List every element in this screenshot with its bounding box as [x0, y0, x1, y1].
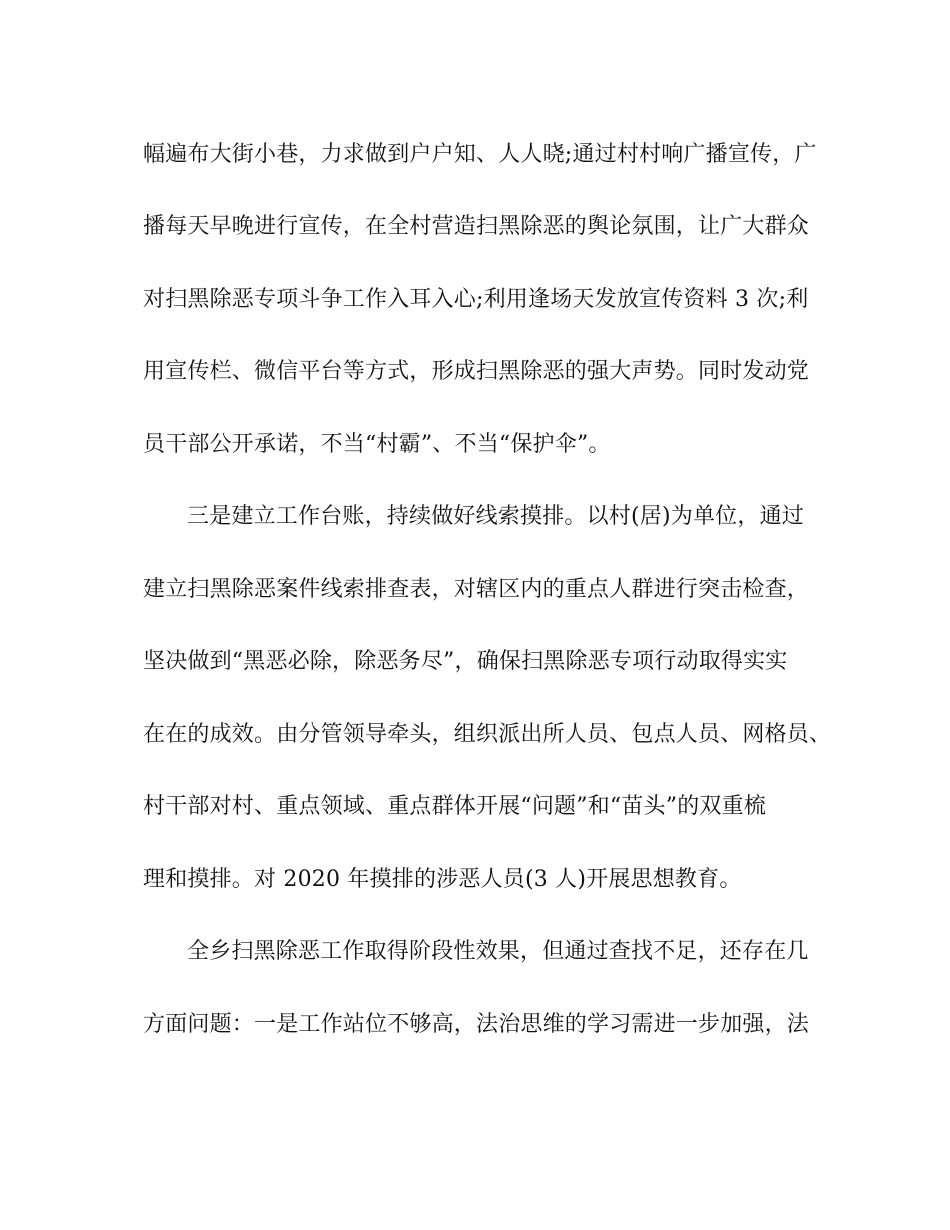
- text-line-9: 在在的成效。由分管领导牵头，组织派出所人员、包点人员、网格员、: [143, 722, 832, 747]
- text-line-2: 播每天早晚进行宣传，在全村营造扫黑除恶的舆论氛围，让广大群众: [143, 214, 810, 239]
- text-line-5: 员干部公开承诺，不当“村霸”、不当“保护伞”。: [143, 432, 611, 457]
- text-line-3: 对扫黑除恶专项斗争工作入耳入心;利用逢场天发放宣传资料 3 次;利: [143, 287, 809, 312]
- paragraph-start-line-12: 全乡扫黑除恶工作取得阶段性效果，但通过查找不足，还存在几: [187, 939, 809, 964]
- text-line-10: 村干部对村、重点领域、重点群体开展“问题”和“苗头”的双重梳: [143, 794, 766, 819]
- text-line-11: 理和摸排。对 2020 年摸排的涉恶人员(3 人)开展思想教育。: [143, 867, 742, 892]
- text-line-7: 建立扫黑除恶案件线索排查表，对辖区内的重点人群进行突击检查，: [143, 577, 810, 602]
- paragraph-start-line-6: 三是建立工作台账，持续做好线索摸排。以村(居)为单位，通过: [187, 504, 804, 529]
- text-line-13: 方面问题：一是工作站位不够高，法治思维的学习需进一步加强，法: [143, 1012, 810, 1037]
- text-line-1: 幅遍布大街小巷，力求做到户户知、人人晓;通过村村响广播宣传，广: [143, 142, 817, 167]
- text-line-8: 坚决做到“黑恶必除，除恶务尽”，确保扫黑除恶专项行动取得实实: [143, 649, 788, 674]
- text-line-4: 用宣传栏、微信平台等方式，形成扫黑除恶的强大声势。同时发动党: [143, 359, 810, 384]
